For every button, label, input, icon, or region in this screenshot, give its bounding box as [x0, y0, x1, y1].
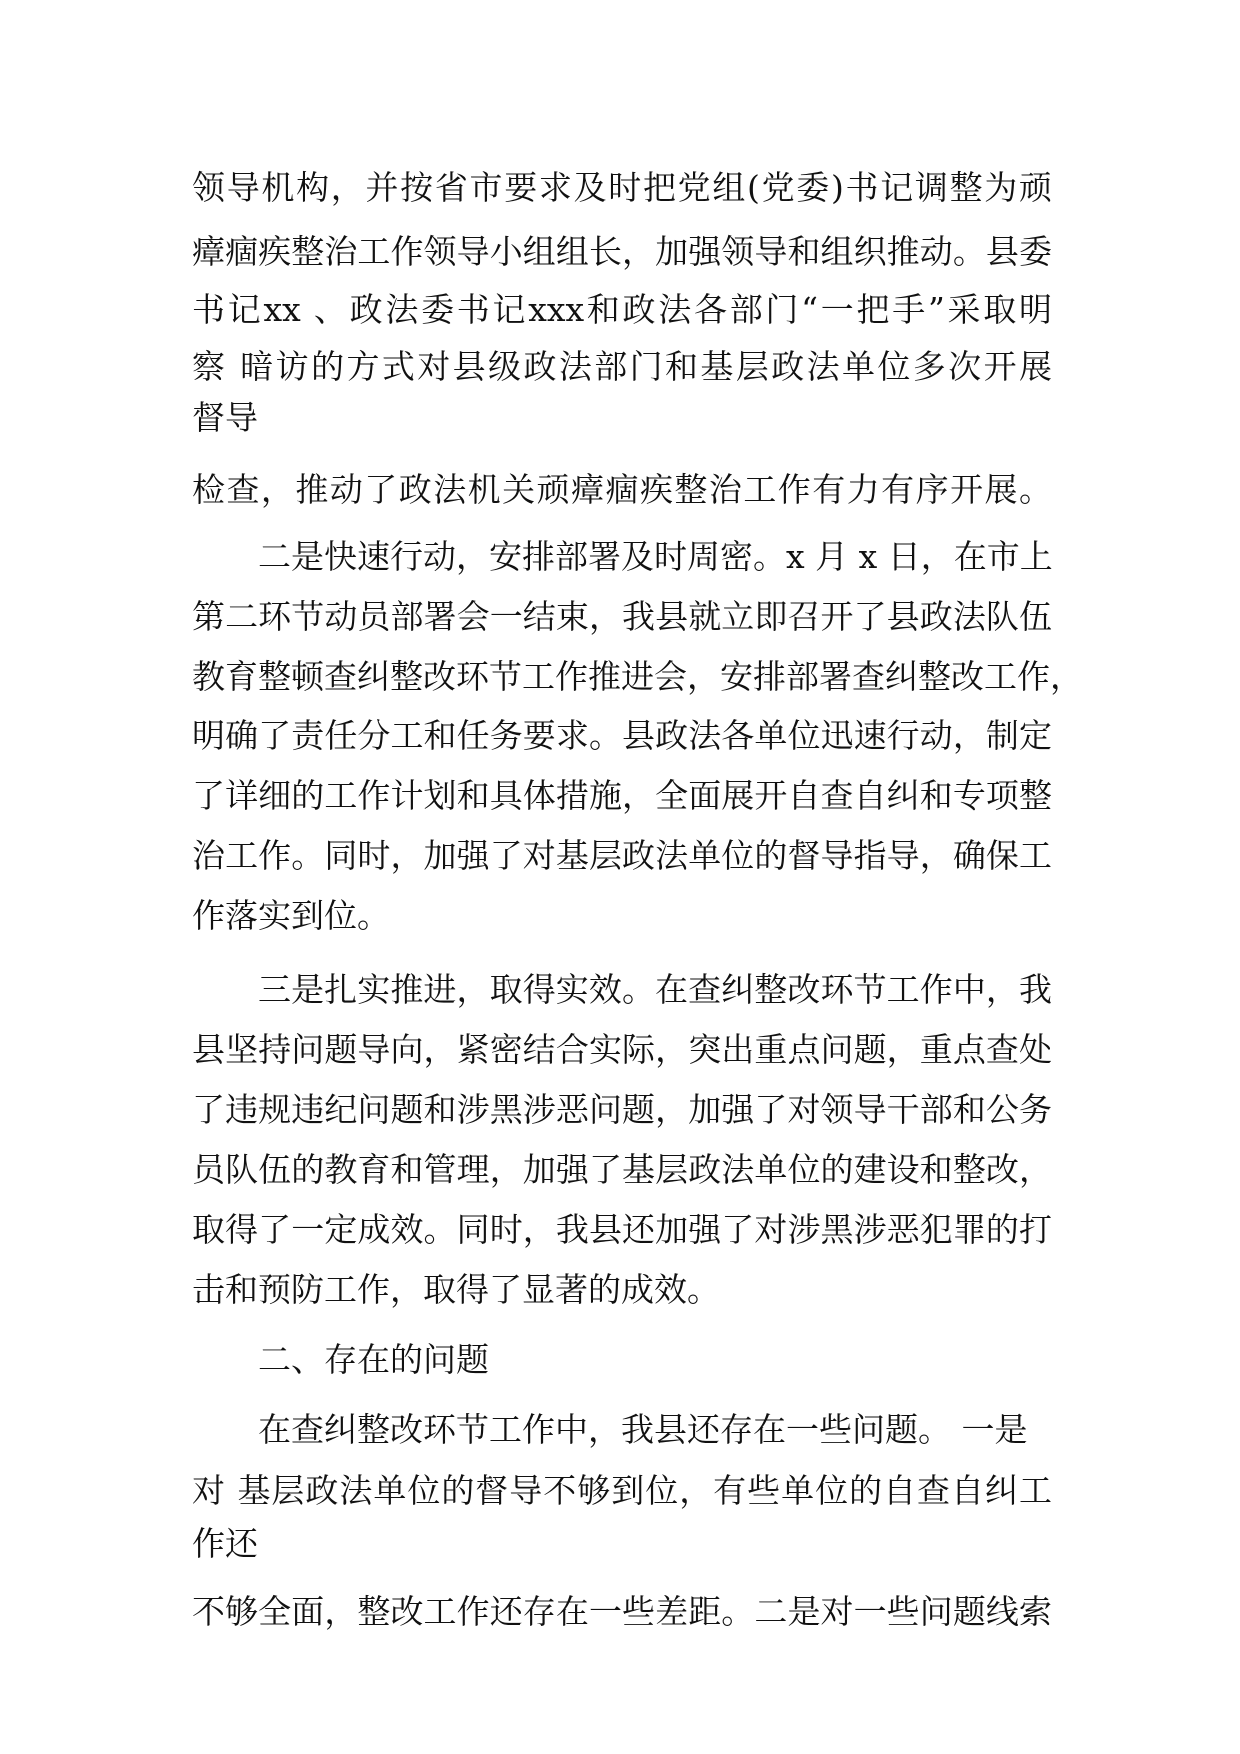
text-line: 取得了一定成效。同时，我县还加强了对涉黑涉恶犯罪的打 [192, 1210, 1052, 1249]
text-line: 书记xx 、政法委书记xxx和政法各部门“一把手”采取明 [192, 290, 1052, 329]
text-line: 对 基层政法单位的督导不够到位，有些单位的自查自纠工 [192, 1471, 1052, 1510]
text-line: 瘴痼疾整治工作领导小组组长，加强领导和组织推动。县委 [192, 232, 1052, 271]
paragraph-start: 在查纠整改环节工作中，我县还存在一些问题。 一是 [258, 1410, 1028, 1449]
text-line: 第二环节动员部署会一结束，我县就立即召开了县政法队伍 [192, 597, 1052, 636]
paragraph-start: 二是快速行动，安排部署及时周密。x 月 x 日，在市上 [258, 537, 1053, 576]
paragraph-start: 三是扎实推进，取得实效。在查纠整改环节工作中，我 [258, 970, 1052, 1009]
text-line: 不够全面，整改工作还存在一些差距。二是对一些问题线索 [192, 1592, 1052, 1631]
text-line: 治工作。同时，加强了对基层政法单位的督导指导，确保工 [192, 836, 1052, 875]
text-line: 检查，推动了政法机关顽瘴痼疾整治工作有力有序开展。 [192, 470, 1052, 509]
text-line: 教育整顿查纠整改环节工作推进会，安排部署查纠整改工作， [192, 657, 1083, 696]
text-line: 察 暗访的方式对县级政法部门和基层政法单位多次开展 [192, 347, 1052, 386]
text-line: 了详细的工作计划和具体措施，全面展开自查自纠和专项整 [192, 776, 1052, 815]
text-line: 县坚持问题导向，紧密结合实际，突出重点问题，重点查处 [192, 1030, 1052, 1069]
text-line: 领导机构，并按省市要求及时把党组(党委)书记调整为顽 [192, 168, 1052, 207]
text-line: 作落实到位。 [192, 896, 390, 935]
text-line: 作还 [192, 1524, 258, 1563]
text-line: 员队伍的教育和管理，加强了基层政法单位的建设和整改， [192, 1150, 1052, 1189]
text-line: 明确了责任分工和任务要求。县政法各单位迅速行动，制定 [192, 716, 1052, 755]
text-line: 督导 [192, 398, 258, 437]
text-line: 击和预防工作，取得了显著的成效。 [192, 1270, 720, 1309]
section-heading: 二、存在的问题 [258, 1340, 489, 1379]
text-line: 了违规违纪问题和涉黑涉恶问题，加强了对领导干部和公务 [192, 1090, 1052, 1129]
